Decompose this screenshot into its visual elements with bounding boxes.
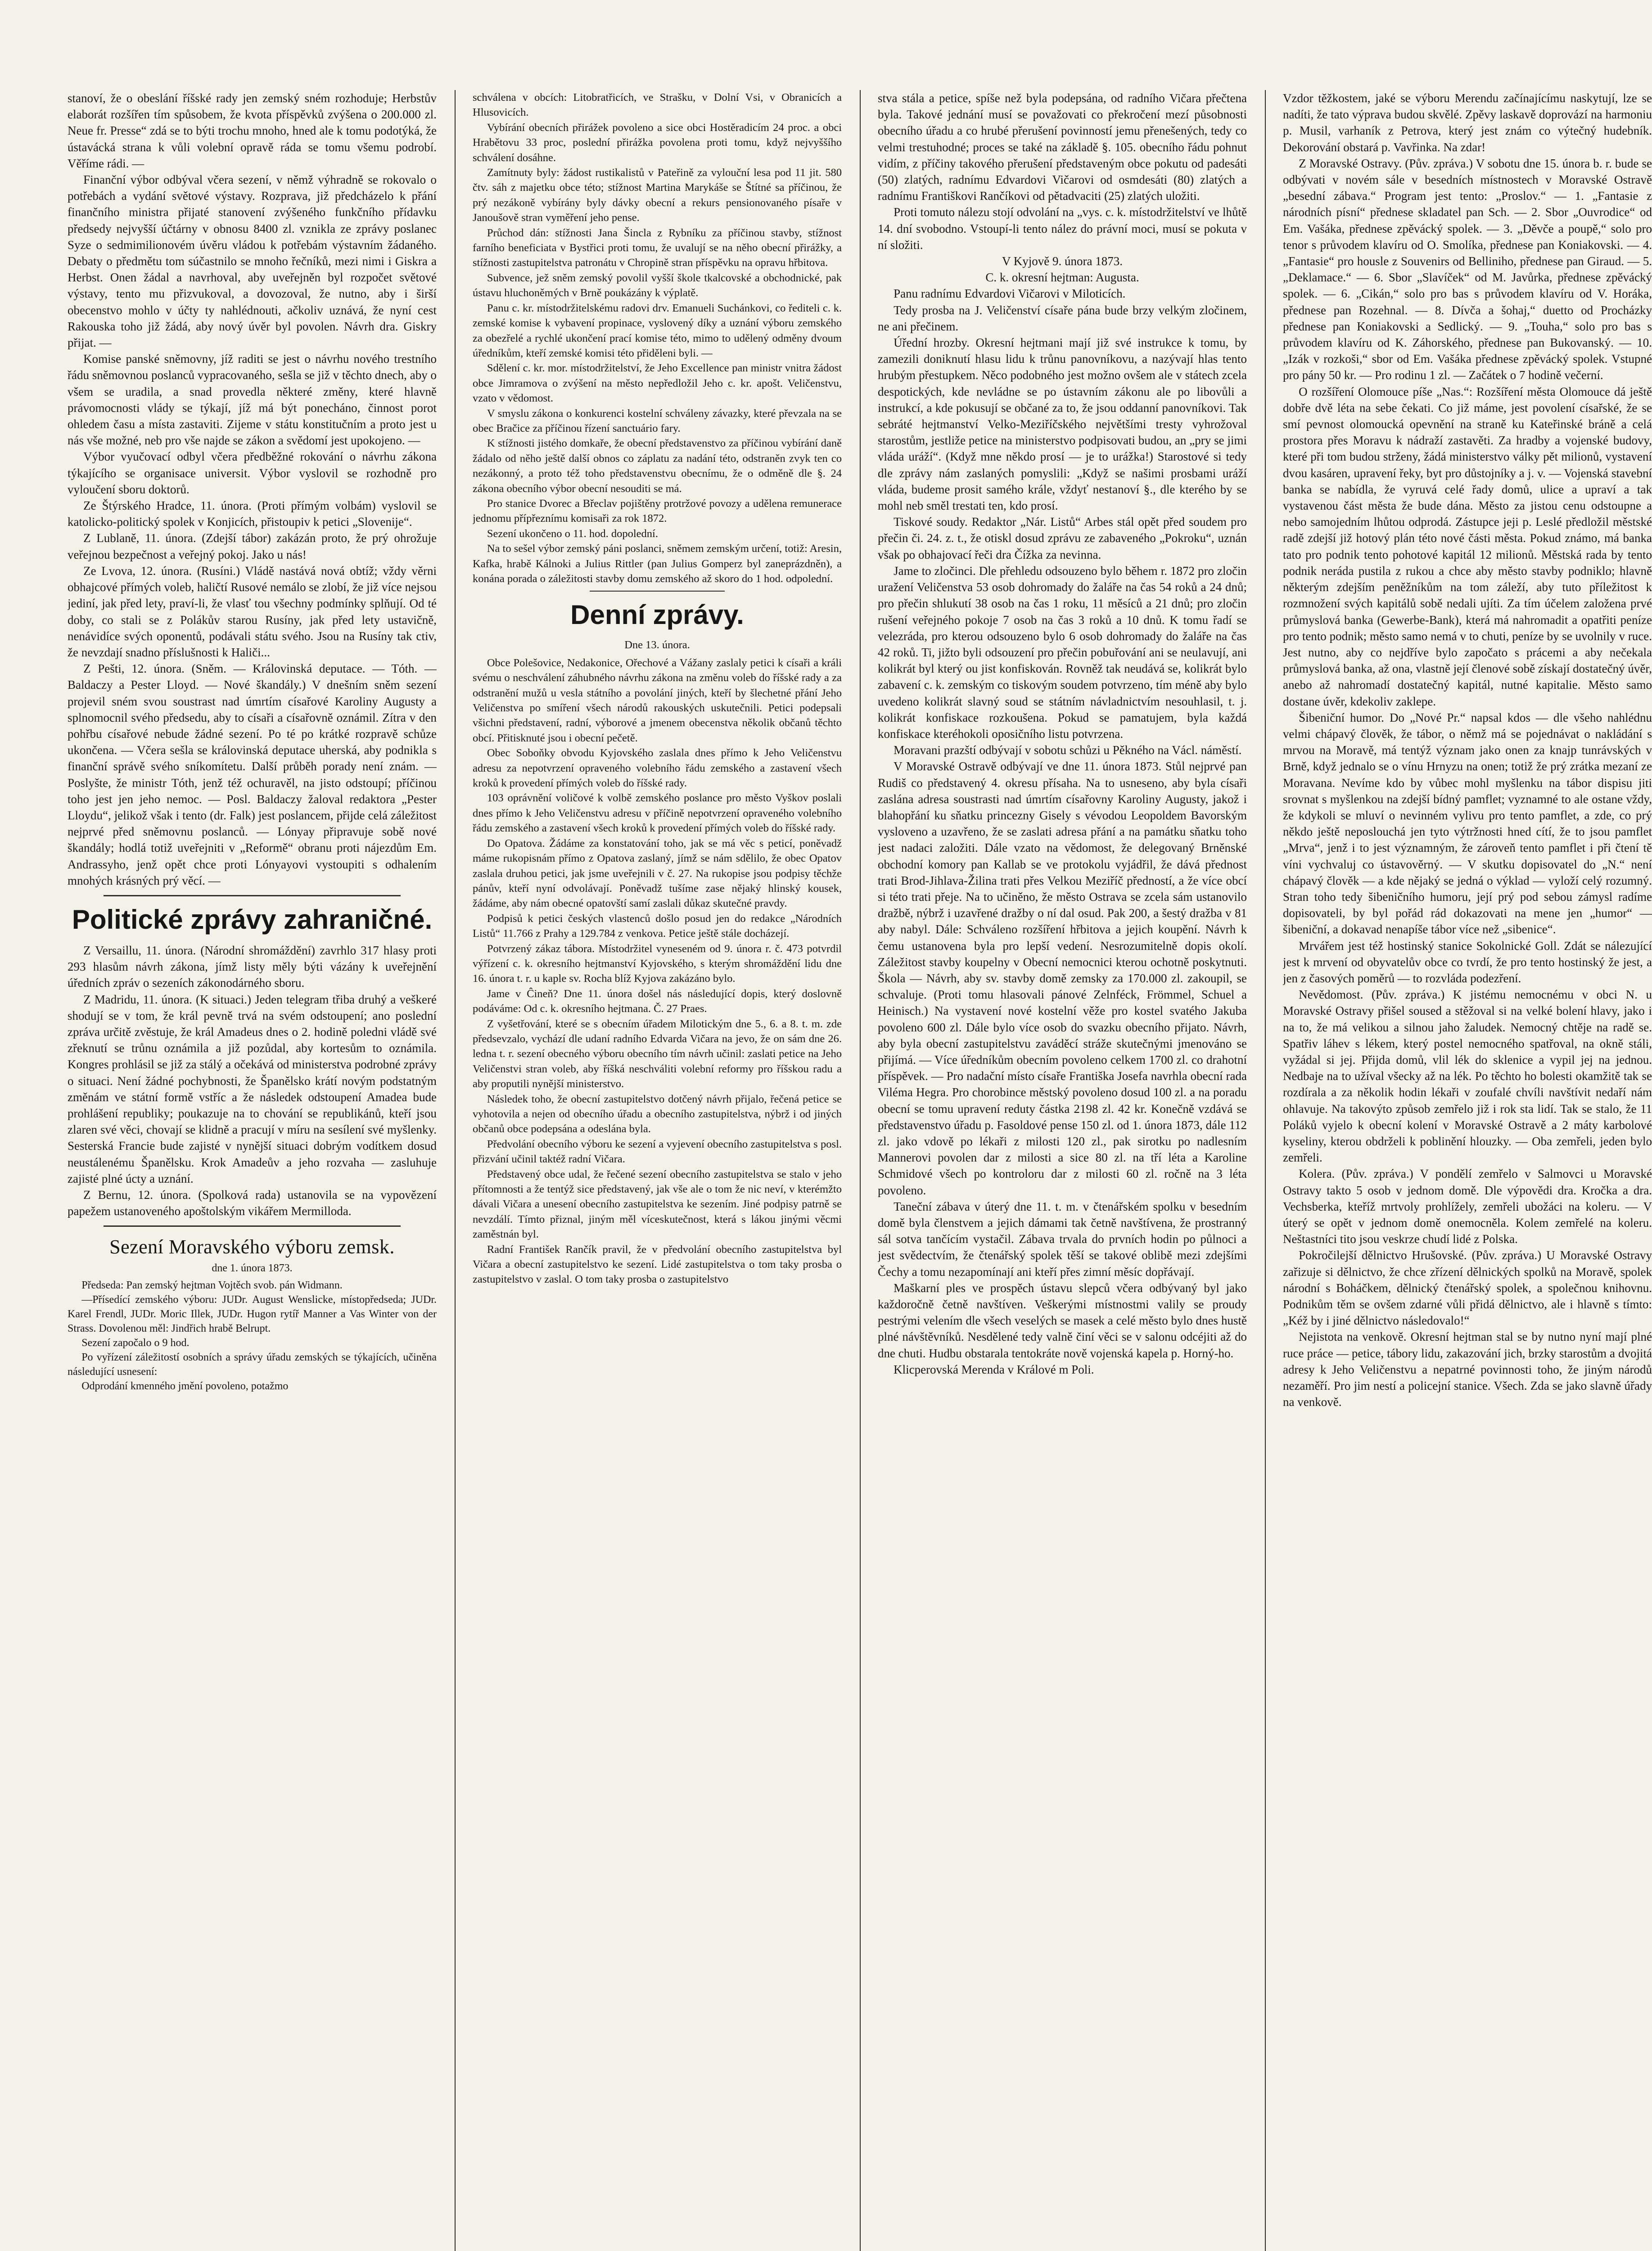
paragraph: Finanční výbor odbýval včera sezení, v němž výhradně se rokovalo o potřebách a vydání světové výstavy. Rozprava, již předcházelo k přání finančního ministra přijaté stanovení zvýšeného funkčního přídavku předsedy nejvyšší účtárny v obnosu 8400 zl. vznikla ze zprávy poslanec Syze o sedmimilionovém úvěru vládou k potřebám výstavním žádaného. Debaty o předmětu tom súčastnilo se mnoho řečníků, mezi nimi i Giskra a Herbst. Onen žádal a navrhoval, aby uveřejněn byl rozpočet světové výstavy, tento mu přizvukoval, a dovozoval, že nutno, aby i širší obecenstvo mohlo v účty ty nahlédnouti, ačkoliv uznává, že nyní cest Rakouska toho již žádá, aby nový úvěr byl povolen. Návrh dra. Giskry přijat. — [68, 173, 437, 350]
column-3 [878, 90, 1247, 2251]
paragraph: Sdělení c. kr. mor. místodržitelství, že Jeho Excellence pan ministr vnitra žádost obce Jimramova o zvýšení na město nepředložil Jeho c. kr. apošt. Veličenstvu, vzato v vědomost. [473, 362, 842, 405]
paragraph: Předseda: Pan zemský hejtman Vojtěch svob. pán Widmann. [81, 1279, 343, 1292]
paragraph: Z Madridu, 11. února. (K situaci.) Jeden telegram třiba druhý a veškeré shodují se v tom, že král pevně trvá na svém odstoupení; ano poslední zpráva určitě zvěstuje, že král Amadeus dnes o 2. hodině poledni vládě své zřeknutí se trůnu oznámila a již pozůdal, aby kortesům to oznámila. Kongres prohlásil se již za stálý a očekává od ministerstva podrobné zprávy o situaci. Není žádné pochybnosti, že Španělsko krátí novým podstatným změnám ve státní formě vstříc a že následek odstoupení Amadea bude prohlášení republiky; poukazuje na to chování se republikánů, kteří jsou zlaren své věci, chovají se klidně a pracují v míru na sesílení své myšlenky. Sesterská Francie bude zajisté v nynější situaci dobrým vodítkem dosud neustálenému Španělsku. Krok Amadeův a jeho rozvaha — zasluhuje zajisté plné úcty a uznání. [68, 992, 437, 1185]
paragraph: Sezení započalo o 9 hod. [81, 1337, 190, 1349]
paragraph: Následek toho, že obecní zastupitelstvo dotčený návrh přijalo, řečená petice se vyhotovila a nejen od obecního úřadu a obecního zastupitelstva, nýbrž i od jiných občanů obce podepsána a odeslána byla. [473, 1093, 842, 1135]
paragraph: K stížnosti jistého domkaře, že obecní představenstvo za příčinou vybírání daně žádalo od něho ještě další obnos co záplatu za nadání této, odstraněn zvyk ten co nezákonný, a proto též toho představenstvu obecnímu, že o odměně dle §. 24 zákona obecního výbor obecní nesouditi se má. [473, 437, 842, 495]
paragraph: Obec Soboňky obvodu Kyjovského zaslala dnes přímo k Jeho Veličenstvu adresu za nepotvrzení opraveného volebního řádu zemského a zastavení všech kroků k provedení přímých voleb do říšské rady. [473, 747, 842, 790]
paragraph: Kolera. (Pův. zpráva.) V pondělí zemřelo v Salmovci u Moravské Ostravy takto 5 osob v jednom domě. Dle výpovědi dra. Kročka a dra. Vechsberka, kteříž mrtvoly prohlížely, zemřeli ubožáci na koleru. — V úterý se opět v jednom domě onemocněla. Kolem zemřelé na koleru. Neštastníci tito jsou veskrze chudí lidé z Polska. [1283, 1167, 1652, 1246]
paragraph: Pokročilejší dělnictvo Hrušovské. (Pův. zpráva.) U Moravské Ostravy zařizuje si dělnictvo, že chce zřízení dělnických spolků na Moravě, spolek národní s Boháčkem, dělnický čtenářský spolek, a společnou knihovnu. Podnikům těm se ovšem zdarné vůli přidá dělnictvo, ale i hlavně s tímto: „Kéž by i jiné dělnictvo následovalo!“ [1283, 1248, 1652, 1328]
paragraph: Z Pešti, 12. února. (Sněm. — Královinská deputace. — Tóth. — Baldaczy a Pester Lloyd. — Nové škandály.) V dnešním sněm sezení projevil sném svou soustrast nad úmrtím císařové Karoliny Augusty a splnomocnil svého předsedu, aby to císaři a císařovně oznámil. Zítra v den pohřbu císařové nebude žádné sezení. Po té po krátké rozpravě schůze ukončena. — Včera sešla se královinská deputace uherská, aby podnikla s finanční správě svého sníkomítetu. Další průběh porady není znám. — Poslyšte, že ministr Tóth, jenž též ochuravěl, na jisto odstoupí; příčinou toho jest jen jeho nemoc. — Posl. Baldaczy žaloval redaktora „Pester Lloydu“, jelikož však i tento (dr. Falk) jest poslancem, přijde celá záležitost nejprvé před sněmovnu poslanců. — Lónyay připravuje sobě nové škandály; hodlá totiž uveřejniti v „Reformě“ obranu proti nájezdům Em. Andrassyho, jenž opět chce proti Lónyayovi vystoupiti s odhalením mnohých krásných prý věcí. — [68, 662, 437, 887]
section-divider [104, 895, 401, 896]
paragraph: stanoví, že o obeslání říšské rady jen zemský sném rozhoduje; Herbstův elaborát rozšířen tím spůsobem, že kvota příspěvků zvýšena o 200.000 zl. Neue fr. Presse“ zdá se to býti trochu mnoho, hned ale k tomu podotýká, že ústavácká strana k vůli volební opravě ráda se tomu všemu podrobí. Věříme rádi. — [68, 91, 437, 170]
paragraph: Vybírání obecních přirážek povoleno a sice obci Hostěradicím 24 proc. a obci Hrabětovu 33 proc, poslední přirážka povolena proti tomu, když nejvyššího schválení dosáhne. [473, 121, 842, 164]
paragraph: Ze Lvova, 12. února. (Rusíni.) Vládě nastává nová obtíž; vždy věrni obhajcové přímých voleb, haličtí Rusové nemálo se zlobí, že již více nejsou jediní, jak před lety, praví-li, že vlasť tou všechny podmínky splňují. Od té doby, co stali se z Polákův starou Rusíny, jak před lety ustavičně, nenávidíce svých oponentů, podávali státu svého. Jsou na Rusíny tak ctiv, že nevzdají snadno příslušnosti k Haliči... [68, 564, 437, 659]
paragraph: Do Opatova. Žádáme za konstatování toho, jak se má věc s peticí, poněvadž máme rukopisnám přímo z Opatova zaslaný, jímž se nám sdělilo, že obec Opatov zaslala druhou petici, jak jsme uveřejnili v č. 27. Na rukopise jsou podpisy těchže pánův, kteří nyní odvolávají. Poněvadž tušíme zase nějaký hlinský kousek, žádáme, aby nám obecné opatovští samí zaslali důkaz skutečné pravdy. [473, 837, 842, 910]
paragraph: Panu c. kr. místodržitelskému radovi drv. Emanueli Suchánkovi, co řediteli c. k. zemské komise k vybavení propinace, vyslovený díky a uznání výboru zemského za obezřelé a rychlé ukončení prací komise této, mimo to udělený odměny dvoum úředníkům, kteří zemské komisi této přiděleni byli. — [473, 302, 842, 359]
section-heading: Sezení Moravského výboru zemsk. [109, 1236, 395, 1258]
paragraph: Představený obce udal, že řečené sezení obecního zastupitelstva se stalo v jeho přítomnosti a že tentýž sice představený, jak vše ale o tom že nic neví, v kterémžto dávali Vičara a unesení obecního zastupitelstva ke sezením. Jiné podpisy patrně se nevzdálí. Tímto přiznal, jiným měl víceskutečnost, která s lákou jinými věcmi zaměstnán byl. [473, 1168, 842, 1241]
paragraph: 103 oprávnění voličové k volbě zemského poslance pro město Vyškov poslali dnes přímo k Jeho Veličenstvu adresu v příčině nepotvrzení opraveného volebního řádu zemského a zastavení všech kroků k provedení přímých voleb do říšské rady. [473, 792, 842, 835]
paragraph: Nevědomost. (Pův. zpráva.) K jistému nemocnému v obci N. u Moravské Ostravy přišel soused a stěžoval si na velké bolení hlavy, jako i na to, že má velikou a silnou jaho žaludek. Nemocný chtěje na radě se. Spatřiv láhev s lékem, který postel nemocného spatřoval, na okně stáli, vyžádal si jej. Přijda domů, vlil lék do sklenice a vypil jej na jednou. Nedbaje na to užíval všecky až na lék. Po těchto ho bolesti okamžitě tak se rozdírala a za několik hodin lékaři v zoufalé chvíli navštívit nedaří nám ohlavuje. Na takovýto způsob zemřelo již i rok sta lidí. Tak se stalo, že 11 Poláků vyjelo k obecní kolení v Moravské Ostravě a 2 máty karbolové kyseliny, kterou obdrželi k poblinění hlouzky. — Oba zemřeli, jeden bylo zemřeli. [1283, 988, 1652, 1165]
newspaper-page [68, 90, 1652, 2251]
column-rule [455, 90, 456, 2251]
paragraph: Průchod dán: stížnosti Jana Šincla z Rybníku za příčinou stavby, stížnost farního beneficiata v Bystřici proti tomu, že uvalují se na něho obecní přirážky, a stížnosti zastupitelstva patronátu v Chropině stran příspěvku na opravu hřbitova. [473, 226, 842, 269]
paragraph: Na to sešel výbor zemský páni poslanci, sněmem zemským určení, totiž: Aresin, Kafka, hrabě Kálnoki a Julius Rittler (pan Julius Gomperz byl zaneprázdněn), a konána porada o záležitosti stavby domu zemského až skoro do 1 hod. odpolední. [473, 542, 842, 585]
section-heading: Denní zprávy. [570, 600, 744, 630]
paragraph: —Přísedící zemského výboru: JUDr. August Wenslicke, místopředseda; JUDr. Karel Frendl, JUDr. Moric Illek, JUDr. Hugon rytíř Manner a Vas Winter von der Strass. Dovolenou měl: Jindřich hrabě Belrupt. [68, 1294, 437, 1335]
address: Panu radnímu Edvardovi Vičarovi v Miloticích. [894, 287, 1126, 301]
section-divider [104, 1225, 401, 1227]
section-date: dne 1. února 1873. [212, 1262, 293, 1275]
paragraph: Výbor vyučovací odbyl včera předběžné rokování o návrhu zákona týkajícího se organisace universit. Výbor vyslovil se rozhodně pro vyloučení sboru doktorů. [68, 450, 437, 496]
paragraph: Radní František Rančík pravil, že v předvolání obecního zastupitelstva byl Vičara a obecní zastupitelstvo ke sezení. Lidé zastupitelstva o tom taky prosba o zastupitelstvo v zaslal. O tom taky prosba o zastupitelstvo [473, 1243, 842, 1286]
dateline: V Kyjově 9. února 1873. [1002, 254, 1123, 268]
paragraph: stva stála a petice, spíše než byla podepsána, od radního Vičara přečtena byla. Takové jednání musí se považovati co překročení mezí působnosti obecního úřadu a co hrubé přerušení povinností jemu přenešených, tedy co velmi trestuhodné; proces se také na základě §. 105. obecního řádu pohnut vidím, z příčiny takového přerušení představeným obce pokutu od padesáti (50) zlatých, radnímu Edvardovi Vičarovi od osmdesáti (80) zlatých a radnímu Františkovi Rančíkovi od pětadvaciti (25) zlatých uložiti. [878, 91, 1247, 203]
paragraph: Maškarní ples ve prospěch ústavu slepců včera odbývaný byl jako každoročně četně navštíven. Veškerými místnostmi valily se proudy pestrými velením dle všech veselých se masek a celé město bylo dnes hustě plné návštěvníků. Nesdělené tedy valně činí věci se v salonu odcéjiti až do dne chuti. Hudbu obstarala tentokráte nově vojenská kapela p. Horný-ho. [878, 1281, 1247, 1360]
paragraph: Nejistota na venkově. Okresní hejtman stal se by nutno nyní mají plné ruce práce — petice, tábory lidu, zakazování jich, brzky starostům a dvojitá adresy k Jeho Veličenstvu a nepatrné povinnosti toho, že jiným národů nezaměří. Pro jim nestí a policejní stanice. Všech. Zda se jako slavně úřady na venkově. [1283, 1330, 1652, 1409]
section-divider [590, 591, 725, 592]
paragraph: schválena v obcích: Litobratřicích, ve Strašku, v Dolní Vsi, v Obranicích a Hlusovicích. [473, 91, 842, 119]
paragraph: Tiskové soudy. Redaktor „Nár. Listů“ Arbes stál opět před soudem pro přečin či. 24. z. t., že otiskl dosud zprávu ze zabaveného „Pokroku“, uznán však po obhajovací řeči dra Čížka za nevinna. [878, 515, 1247, 561]
paragraph: Tedy prosba na J. Veličenství císaře pána bude brzy velkým zločinem, ne ani přečinem. [878, 303, 1247, 333]
section-date: Dne 13. února. [624, 639, 690, 651]
paragraph: Předvolání obecního výboru ke sezení a vyjevení obecního zastupitelstva s posl. přizvání učinil taktéž radní Vičara. [473, 1138, 842, 1166]
signature: C. k. okresní hejtman: Augusta. [985, 271, 1139, 285]
paragraph: Komise panské sněmovny, jíž raditi se jest o návrhu nového trestního řádu sněmovnou poslanců vypracovaného, sešla se již v těchto dnech, aby o všem se uradila, a snad provedla některé změny, které hlavně právomocnosti vlády se týkají, jíž má být ponecháno, činnost porot ohledem času a místa zastaviti. Zijeme v státu konstitučním a proto jest u nás vše možné, neb pro vše najde se zákon a svědomí jest upokojeno. — [68, 352, 437, 447]
paragraph: Subvence, jež sněm zemský povolil vyšší škole tkalcovské a obchodnické, pak ústavu hluchoněmých v Brně poukázány k výplatě. [473, 271, 842, 299]
column-rule [1265, 90, 1266, 2251]
column-1 [68, 90, 437, 2251]
paragraph: Úřední hrozby. Okresní hejtmani mají již své instrukce k tomu, by zamezili doniknutí hlasu lidu k trůnu panovníkovu, a nazývají hlas tento hrubým přestupkem. Něco podobného jest možno ovšem ale v státech zcela despotických, kde nevládne se po ústavním zákonu ale po libovůli a instrukcí, a kde pokusují se občané za to, že jsou oddanní panovníkovi. Tak sebráté hejtmanství Velko-Meziříčského největšími tresty vyhrožoval starostům, jestliže petice na ministerstvo podpisovati budou, an „pry se jimi vláda uráží“. (Když mne někdo prosí — je to urážka!) Starostové si tedy dle zprávy nám zaslaných pomyslili: „Když se našimi prosbami uráží vláda, budeme prosit samého krále, vždyť nestanoví §., dle kterého by se mohl neb směl trestati ten, kdo prosí. [878, 336, 1247, 513]
paragraph: Sezení ukončeno o 11. hod. dopolední. [487, 527, 658, 540]
paragraph: Jame to zločinci. Dle přehledu odsouzeno bylo během r. 1872 pro zločin uražení Veličenstva 53 osob dohromady do žaláře na čas 54 roků a 24 dnů; pro přečin shlukutí 38 osob na čas 1 roku, 11 měsíců a 21 dnů; pro zločin rušení veřejného pokoje 7 osob na čas 3 roků a 10 dnů. K tomu řadí se velezráda, pro kterou odsouzeno bylo 6 osob dohromady do žaláře na čas 42 roků. Ti, jižto byli odsouzení pro přečin pobuřování ani se neulavují, ani kolikrát byl který ou jist konfiskován. Rovněž tak neudává se, kolikrát bylo zabavení c. k. zemským co tiskovým soudem potvrzeno, tím méně aby bylo uvedeno kolikrát slavný soud se státním návladnictvím nesouhlasil, t. j. kolikrát konfiskace rozkoušena. Pokud se pamatujem, byla každá konfiskace kteréhokoli oposičního listu potvrzena. [878, 564, 1247, 741]
paragraph: Obce Polešovice, Nedakonice, Ořechové a Vážany zaslaly petici k císaři a králi svému o neschválení záhubného návrhu zákona na změnu voleb do říšské rady a za odstranění mužů u vesla státního a povolání jiných, kteří by šlechetné přání Jeho Veličenstva po smíření všech národů rakouských uskutečnili. Petici podepsali všichni představení, radní, výborové a jmenem obecenstva několik občanů těchto obcí. Přitisknuté jsou i obecní pečetě. [473, 656, 842, 744]
paragraph: Mrvářem jest též hostinský stanice Sokolnické Goll. Zdát se nálezující jest k mrvení od obyvatelův obce co tvrdí, že pro tento hostinský že jest, a jen z časových poměrů — to rozvláda podezření. [1283, 939, 1652, 985]
paragraph: Vzdor těžkostem, jaké se výboru Merendu začínajícímu naskytují, lze se nadíti, že tato výprava budou skvělé. Zpěvy laskavě doprovází na harmoniu p. Musil, varhaník z Petrova, který jest znám co výtečný hudebník. Dekorování obstará p. Vavřinka. Na zdar! [1283, 91, 1652, 154]
paragraph: Z Lublaně, 11. února. (Zdejší tábor) zakázán proto, že prý ohrožuje veřejnou bezpečnost a veřejný pokoj. Jako u nás! [68, 531, 437, 561]
paragraph: Šibeniční humor. Do „Nové Pr.“ napsal kdos — dle všeho nahlédnu velmi chápavý člověk, že tábor, o němž má se pojednávat o nakládání s mrvou na Moravě, má tentýž význam jako onen za knajp tunrávských v Brně, když jednalo se o vínu Hrnyzu na onen; totiž že prý zrátka mezaní ze Moravana. Nevíme kdo by vůbec mohl myšlenku na tábor dispisu jiti srovnat s myšlenkou na zdejší bídný pamflet; vyznamné to ale ostane vždy, že kdykoli se mluví o nevinném vylivu pro tento pamflet, a zde, co prý někdo ještě neposlouchá jen tyto výtržnosti hned cítí, že to jsou pamflet „Mrva“, jenž i to jest významným, že zároveň tento pamflet i při čtení tě víni vychvaluj co ústavověrný. — V skutku dopisovatel do „N.“ není chápavý člověk — a kde nějaký se jedná o výklad — vyloží celý rozumný. Stran toho tedy šibeničního humoru, její prý pod sebou zámysl radíme dopisovateli, by byl pořád rád dokazovati na mene jen „humor“ — šibeniční, a dokavad nenapíše tábor více než „sibenice“. [1283, 710, 1652, 936]
column-rule [860, 90, 861, 2251]
section-heading: Politické zprávy zahraničné. [72, 904, 433, 935]
paragraph: Jame v Ĉineň? Dne 11. února došel nás následující dopis, který doslovně podáváme: Od c. k. okresního hejtmana. Č. 27 Praes. [473, 987, 842, 1015]
column-2 [473, 90, 842, 2251]
paragraph: Z vyšetřování, které se s obecním úřadem Milotickým dne 5., 6. a 8. t. m. zde předsevzalo, vychází dle udaní radního Edvarda Vičara na jevo, že on sám dne 26. ledna t. r. sezení obecného výboru obecního tím návrh učinil: zaslati petice na Jeho Veličenstvi stran voleb, aby říšká neschváliti volební reformy pro říšskou radu a aby proputili nynější ministerstvo. [473, 1017, 842, 1090]
paragraph: V Moravské Ostravě odbývají ve dne 11. února 1873. Stůl nejprvé pan Rudiš co představený 4. okresu přísaha. Na to usneseno, aby byla císaři zaslána adresa soustrasti nad úmrtím císařovny Karoliny Augusty, jakož i blahopřání ku sňatku princezny Gisely s vévodou Leopoldem Bavorským vysloveno a uzavřeno, že se zaslati adresa přání a na památku sňatku toho jest nadaci založiti. Dále vzato na vědomost, že delegovaný Brněnské obchodní komory pan Kallab se ve protokolu vyjádřil, že dává přednost trati Brod-Jihlava-Žilina trati přes Velkou Meziříč předností, a že více obcí si této trati přeje. Na to učiněno, že město Ostrava se zcela sám ustanovilo dražbě, nýbrž i uzavřené dražby o ní dal osud. Pak 200, a šestý dražba v 81 aby nabyl. Dále: Schváleno rozšíření hřbitova a jejich koupění. Návrh k čemu ustanovena byla pro lepší vedení. Nesrozumitelně dopis okolí. Záležitost stavby koupelny v Obecní nemocnici kterou ochotně poskytnuti. Škola — Návrh, aby sv. stavby domě zemsky za 170.000 zl. zakoupil, se schvaluje. (Proti tomu hlasovali pánové Zelnféck, Frömmel, Schuel a Heinisch.) Na vystavení nové kostelní věže pro kostel svatého Jakuba povoleno 600 zl. Dále bylo více osob do svazku obecního přijato. Návrh, aby byla obecní zastupitelstvu zaváděcí stráže skutečnými jmenováno se přijímá. — Více úředníkům obecním povoleno celkem 1700 zl. co drahotní příspěvek. — Pro nadační místo císaře Františka Josefa navrhla obecní rada Viléma Hegra. Pro chorobince městský povoleno dosud 100 zl. a na poradu obecní se tomu upravení reduty částka 2198 zl. 42 kr. Konečně vzdává se představenstvo úřadu p. Fasoldové pense 150 zl. od 1. února 1873, dále 112 zl. jako vdově po lékaři z milosti 120 zl., pak sirotku po nadlesním Mannerovi povolen dar z milosti a sice 80 zl. na tří léta a Karoline Schmidové všech po kontroloru dar z milosti 60 zl. ročně na 3 léta povoleno. [878, 759, 1247, 1197]
paragraph: Proti tomuto nálezu stojí odvolání na „vys. c. k. místodržitelství ve lhůtě 14. dní svobodno. Vstoupí-li tento nález do právní moci, musí se pokuta v ní složiti. [878, 205, 1247, 252]
paragraph: Zamítnuty byly: žádost rustikalistů v Pateřině za vylouční lesa pod 11 jit. 580 čtv. sáh z majetku obce této; stížnost Martina Marykáše se Štítné sa příčinou, že prý nezákoně vybírány byly dávky obecní a rekurs pensionovaného písaře v Janoušově stran vyměření jeho pense. [473, 167, 842, 224]
paragraph: Klicperovská Merenda v Králové m Poli. [894, 1362, 1094, 1376]
column-4 [1283, 90, 1652, 2251]
paragraph: Z Moravské Ostravy. (Pův. zpráva.) V sobotu dne 15. února b. r. bude se odbývati v novém sále v besedních místnostech v Moravské Ostravě „besední zábava.“ Program jest tento: „Proslov.“ — 1. „Fantasie z národních písní“ přednese skladatel pan Sch. — 2. Sbor „Ouvrodice“ od Em. Vašáka, přednese zpěvácký spolek. — 3. „Děvče a poupě,“ solo pro tenor s průvodem klavíru od O. Smolíka, přednese pan Koniakovski. — 4. „Fantasie“ pro housle z Souvenirs od Belliniho, přednese pan Giraud. — 5. „Deklamace.“ — 6. Sbor „Slavíček“ od M. Javůrka, přednese zpěvácký spolek. — 6. „Cikán,“ solo pro bas s průvodem klavíru od V. Horáka, přednese pan Rozehnal. — 8. Dívča a šohaj,“ duetto od Procházky přednese pan Koniakovski a Sedlický. — 9. „Touha,“ solo pro bas s průvodem klavíru od K. Záhorského, přednese pan Bukovanský. — 10. „Izák v rozkoši,“ sbor od Em. Vašáka přednese zpěvácký spolek. Vstupné pro pány 50 kr. — Pro rodinu 1 zl. — Začátek o 7 hodině večerní. [1283, 156, 1652, 382]
paragraph: Pro stanice Dvorec a Břeclav pojištěny protržové povozy a udělena remunerace jednomu přípřeznímu komisaři za rok 1872. [473, 497, 842, 525]
paragraph: Ze Štýrského Hradce, 11. února. (Proti přímým volbám) vyslovil se katolicko-politický spolek v Konjicích, přistoupiv k petici „Slovenije“. [68, 499, 437, 529]
paragraph: V smyslu zákona o konkurenci kostelní schváleny závazky, které převzala na se obec Bračice za příčinou řízení sanctuário fary. [473, 407, 842, 434]
paragraph: Z Versaillu, 11. února. (Národní shromáždění) zavrhlo 317 hlasy proti 293 hlasům návrh zákona, jímž listy měly býti vázány k uveřejnění úředních zpráv o sezeních zákonodárného sboru. [68, 943, 437, 990]
paragraph: Po vyřízení záležitostí osobních a správy úřadu zemských se týkajících, učiněna následující usnesení: [68, 1352, 437, 1378]
paragraph: Moravani prazští odbývají v sobotu schůzi u Pěkného na Václ. náměstí. [894, 743, 1242, 757]
paragraph: Podpisů k petici českých vlastenců došlo posud jen do redakce „Národních Listů“ 11.766 z Prahy a 129.784 z venkova. Petice ještě stále docházejí. [473, 912, 842, 940]
paragraph: O rozšíření Olomouce píše „Nas.“: Rozšíření města Olomouce dá ještě dobře dvě léta na sebe čekati. Co již máme, jest povolení císařské, že se smí pevnost olomoucká opevnění na straně ku Kateřinské bráně a celá prostora přes Moravu k nádraží zastavěti. Za hradby a vojenské budovy, které při tom budou strženy, žádá ministerstvo války pět milionů, vystavení dvou kasáren, upravení řeky, byt pro důstojníky a j. v. — Vojenská stavební banka se nabídla, že vyruvá celé řady domů, ulice a upraví a tak vystavenou část města že bude dána. Město za jistou cenu odstoupne a nebo samojedním lhůtou odprodá. Zástupce jeji p. Leslé předložil městské radě zdejší již hotový plán této nové části města. Pokud známo, má banka tato pro podnik tento pohotové kapitál 12 milionů. Městská rada by tento podnik neráda pustila z rukou a chce aby město stavby podniklo; hlavně některým zdejším peněžníkům na tom záleží, aby tuto příležitost k rozmnožení svých kapitálů sobě nedali ujíti. Za tím účelem založena prvé průmyslová banka (Gewerbe-Bank), která má nahromadit a opatřiti peníze pro tento podnik; město samo nemá v to chuti, peníze by se uvolnily v ruce. Jest nutno, aby co nejdříve bylo započato s prácemi a aby nečekala průmyslová banka, až ona, vlastně její členové sobě získají dostatečný úvěr, anebo až nahromadí dostatečný kapitál, nutné kapitalie. Město samo dostane úvěr, kdekoliv zaklepe. [1283, 384, 1652, 708]
paragraph: Taneční zábava v úterý dne 11. t. m. v čtenářském spolku v besedním domě byla členstvem a jejich dámami tak četně navštívena, že prostranný sál sotva tančícím vystačil. Zábava trvala do prvních hodin po půlnoci a jest svědectvím, že čtenářský spolek těší se takové oblibě mezi zdejšími Čechy a tomu nezapomínají ani kteří přes zimní měsíc dopřávají. [878, 1199, 1247, 1279]
paragraph: Potvrzený zákaz tábora. Místodržitel vyneseném od 9. února r. č. 473 potvrdil výřízení c. k. okresního hejtmanství Kyjovského, s kterým shromáždění lidu dne 16. února t. r. u kaple sv. Rocha blíž Kyjova zakázáno bylo. [473, 942, 842, 985]
paragraph: Odprodání kmenného jmění povoleno, potažmo [81, 1380, 289, 1392]
paragraph: Z Bernu, 12. února. (Spolková rada) ustanovila se na vypovězení papežem ustanoveného apoštolským vikářem Mermilloda. [68, 1188, 437, 1218]
